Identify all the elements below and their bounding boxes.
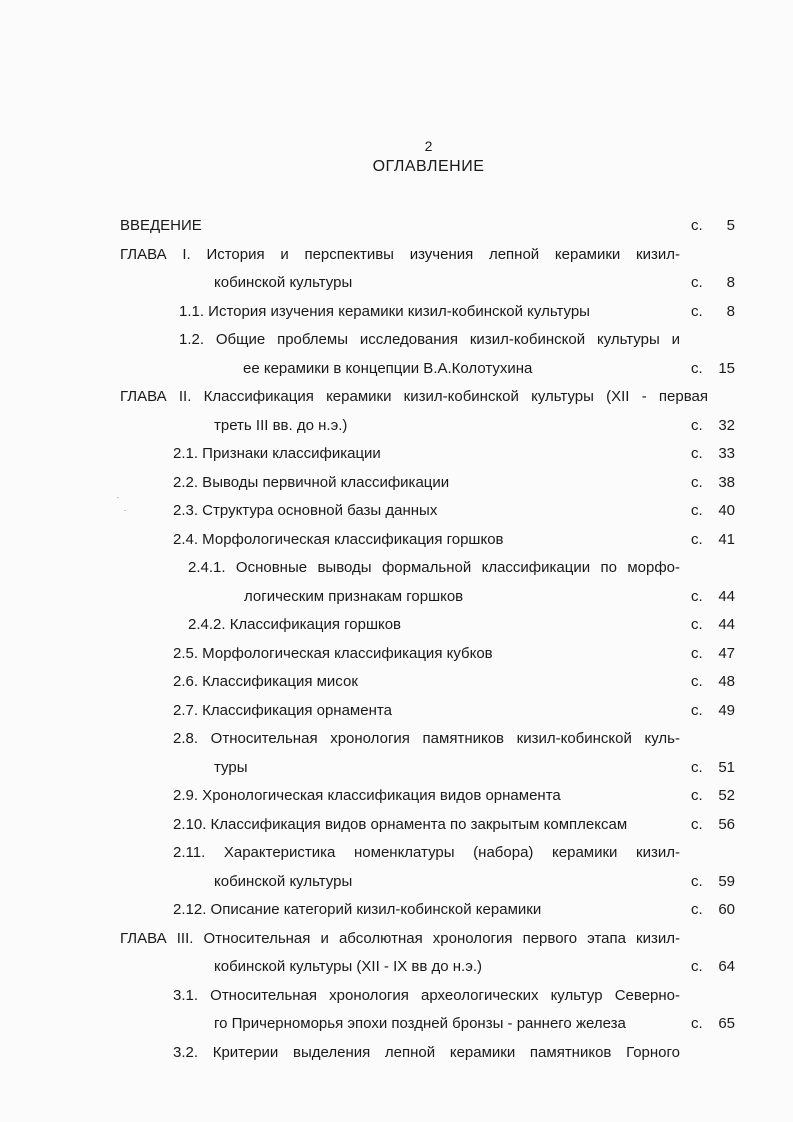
toc-entry-text: ГЛАВА II. Классификация керамики кизил-кобинской культуры (XII - первая <box>120 388 708 405</box>
page-prefix: с. <box>691 587 703 605</box>
page-prefix: с. <box>691 416 703 434</box>
toc-entry-chapter-1 <box>0 241 793 270</box>
toc-entry-text: 2.10. Классификация видов орнамента по закрытым комплексам <box>173 815 628 833</box>
toc-entry-page: 59 <box>718 872 735 890</box>
toc-entry-2-4-1-continued <box>0 583 793 612</box>
page-prefix: с. <box>691 815 703 833</box>
toc-entry-2-1 <box>0 440 793 469</box>
toc-entry-page: 52 <box>718 787 735 804</box>
toc-entry-2-10 <box>0 811 793 840</box>
toc-entry-2-8-continued <box>0 754 793 783</box>
toc-entry-1-2 <box>0 326 793 355</box>
toc-entry-page: 8 <box>726 274 735 291</box>
table-of-contents <box>0 212 793 1067</box>
toc-entry-text: 3.1. Относительная хронология археологических культур Северно- <box>173 986 680 1004</box>
toc-entry-text: треть III вв. до н.э.) <box>214 416 348 434</box>
toc-entry-text: 2.12. Описание категорий кизил-кобинской керамики <box>173 901 542 918</box>
page-prefix: с. <box>691 958 703 975</box>
toc-entry-1-1 <box>0 298 793 327</box>
toc-entry-chapter-2-continued <box>0 412 793 441</box>
toc-entry-page: 38 <box>718 473 735 491</box>
toc-entry-2-5 <box>0 640 793 669</box>
toc-entry-page: 64 <box>718 958 735 975</box>
toc-entry-2-7 <box>0 697 793 726</box>
toc-entry-page: 33 <box>718 445 735 462</box>
toc-entry-text: 2.9. Хронологическая классификация видов орнамента <box>173 787 561 804</box>
toc-entry-page: 56 <box>718 815 735 833</box>
page-prefix: с. <box>691 1015 703 1032</box>
toc-entry-page: 8 <box>726 302 735 320</box>
page-prefix: с. <box>691 758 703 776</box>
toc-entry-chapter-2 <box>0 383 793 412</box>
toc-entry-text: 1.1. История изучения керамики кизил-кобинской культуры <box>179 302 590 320</box>
toc-entry-text: кобинской культуры <box>214 274 353 291</box>
toc-entry-2-2 <box>0 469 793 498</box>
toc-entry-text: 3.2. Критерии выделения лепной керамики памятников Горного <box>173 1043 680 1061</box>
toc-entry-2-8 <box>0 725 793 754</box>
toc-entry-page: 44 <box>718 616 735 633</box>
toc-entry-text: логическим признакам горшков <box>244 587 464 605</box>
toc-entry-text: 2.11. Характеристика номенклатуры (набора) керамики кизил- <box>173 844 680 861</box>
page-prefix: с. <box>691 274 703 291</box>
toc-entry-text: 2.4. Морфологическая классификация горшков <box>173 530 504 548</box>
toc-entry-2-9 <box>0 782 793 811</box>
page-prefix: с. <box>691 359 703 377</box>
page-prefix: с. <box>691 673 703 690</box>
toc-entry-3-1 <box>0 982 793 1011</box>
toc-entry-chapter-3-continued <box>0 953 793 982</box>
page-prefix: с. <box>691 616 703 633</box>
toc-entry-page: 5 <box>726 217 735 234</box>
toc-entry-text: кобинской культуры <box>214 872 353 890</box>
page-number: 2 <box>424 138 433 154</box>
toc-entry-text: 2.8. Относительная хронология памятников кизил-кобинской куль- <box>173 730 680 747</box>
toc-entry-text: 2.4.1. Основные выводы формальной классификации по морфо- <box>188 559 680 576</box>
toc-entry-text: ГЛАВА I. История и перспективы изучения лепной керамики кизил- <box>120 245 680 263</box>
page-prefix: с. <box>691 445 703 462</box>
toc-entry-2-3 <box>0 497 793 526</box>
page-prefix: с. <box>691 872 703 890</box>
toc-entry-page: 65 <box>718 1015 735 1032</box>
toc-entry-page: 15 <box>718 359 735 377</box>
page-prefix: с. <box>691 644 703 662</box>
toc-entry-text: туры <box>214 758 248 776</box>
page-title: ОГЛАВЛЕНИЕ <box>372 158 485 175</box>
toc-entry-text: 2.2. Выводы первичной классификации <box>173 473 450 491</box>
toc-entry-page: 47 <box>718 644 735 662</box>
toc-entry-text: ВВЕДЕНИЕ <box>120 217 202 234</box>
toc-entry-text: 2.5. Морфологическая классификация кубков <box>173 644 493 662</box>
toc-entry-text: 2.3. Структура основной базы данных <box>173 502 438 519</box>
toc-entry-text: го Причерноморья эпохи поздней бронзы - раннего железа <box>214 1015 626 1032</box>
toc-entry-text: 2.7. Классификация орнамента <box>173 701 392 719</box>
toc-entry-2-12 <box>0 896 793 925</box>
toc-entry-text: ГЛАВА III. Относительная и абсолютная хронология первого этапа кизил- <box>120 929 680 947</box>
page-prefix: с. <box>691 473 703 491</box>
toc-entry-text: 2.6. Классификация мисок <box>173 673 358 690</box>
toc-entry-page: 44 <box>718 587 735 605</box>
page-prefix: с. <box>691 901 703 918</box>
toc-entry-2-4-2 <box>0 611 793 640</box>
page-prefix: с. <box>691 787 703 804</box>
toc-entry-introduction <box>0 212 793 241</box>
toc-entry-text: кобинской культуры (XII - IX вв до н.э.) <box>214 958 483 975</box>
toc-entry-2-11-continued <box>0 868 793 897</box>
page-prefix: с. <box>691 302 703 320</box>
toc-entry-text: 1.2. Общие проблемы исследования кизил-кобинской культуры и <box>179 331 680 348</box>
page-prefix: с. <box>691 217 703 234</box>
toc-entry-page: 41 <box>718 530 735 548</box>
page-prefix: с. <box>691 530 703 548</box>
toc-entry-text: 2.1. Признаки классификации <box>173 445 381 462</box>
toc-entry-text: ее керамики в концепции В.А.Колотухина <box>243 359 533 377</box>
toc-entry-page: 32 <box>718 416 735 434</box>
toc-entry-page: 49 <box>718 701 735 719</box>
toc-entry-1-2-continued <box>0 355 793 384</box>
toc-entry-chapter-1-continued <box>0 269 793 298</box>
toc-entry-2-6 <box>0 668 793 697</box>
toc-entry-3-1-continued <box>0 1010 793 1039</box>
page-prefix: с. <box>691 701 703 719</box>
toc-entry-page: 48 <box>718 673 735 690</box>
toc-entry-2-4 <box>0 526 793 555</box>
toc-entry-page: 51 <box>718 758 735 776</box>
toc-entry-page: 60 <box>718 901 735 918</box>
page-prefix: с. <box>691 502 703 519</box>
toc-entry-text: 2.4.2. Классификация горшков <box>188 616 402 633</box>
toc-entry-2-4-1 <box>0 554 793 583</box>
toc-entry-page: 40 <box>718 502 735 519</box>
toc-entry-chapter-3 <box>0 925 793 954</box>
toc-entry-3-2 <box>0 1039 793 1068</box>
toc-entry-2-11 <box>0 839 793 868</box>
